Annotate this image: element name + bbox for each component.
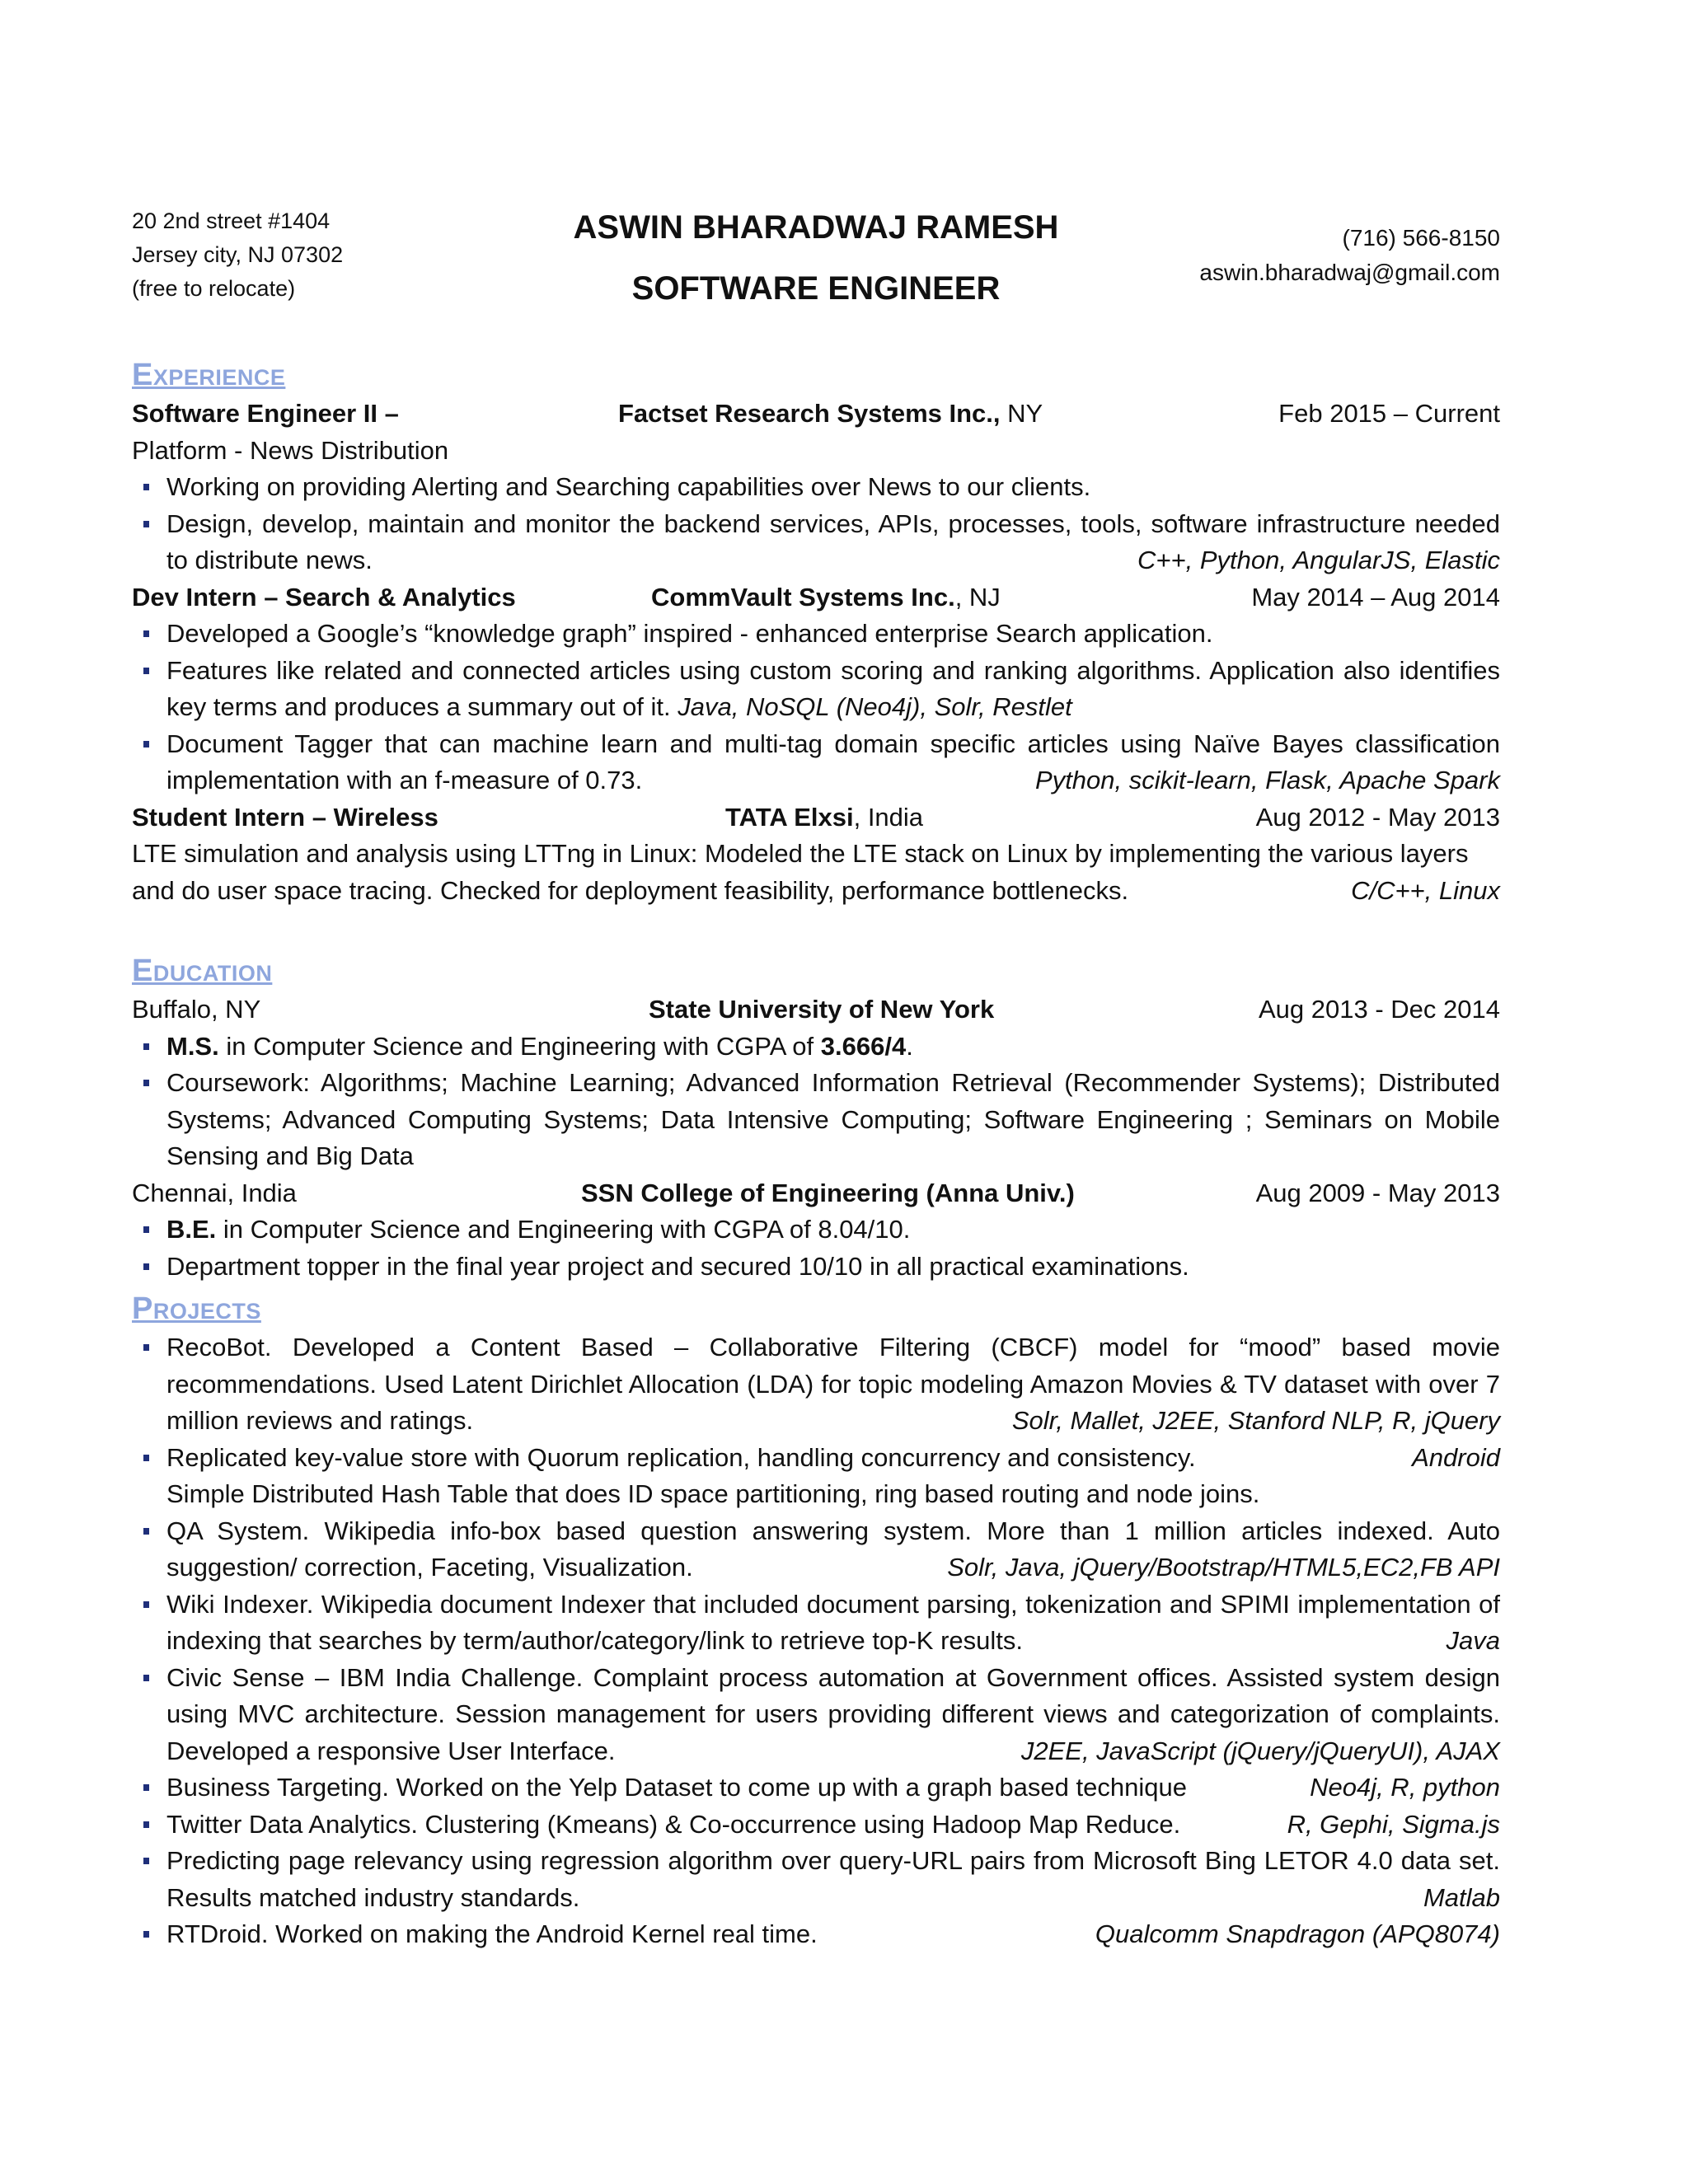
project-text: Civic Sense – IBM India Challenge. Complaint process automation at Government offices. Assisted system design using MVC architecture. Session management for users providing different views and categorization of complaints. Developed a responsive User Interface. xyxy=(166,1662,1500,1765)
school-location: Chennai, India xyxy=(132,1178,297,1207)
resume-page xyxy=(132,198,1500,1953)
job-header xyxy=(132,579,1500,616)
project-text: Business Targeting. Worked on the Yelp Dataset to come up with a graph based technique xyxy=(166,1773,1187,1802)
coursework-bullet xyxy=(132,1065,1500,1175)
project-text-extra: Simple Distributed Hash Table that does ID space partitioning, ring based routing and node joins. xyxy=(166,1479,1260,1508)
project-tech: R, Gephi, Sigma.js xyxy=(1287,1809,1500,1839)
degree-bullet xyxy=(132,1212,1500,1249)
candidate-name: ASWIN BHARADWAJ RAMESH xyxy=(573,209,1059,246)
degree-name: M.S. xyxy=(166,1031,219,1061)
school-header xyxy=(132,1175,1500,1212)
school-name: SSN College of Engineering (Anna Univ.) xyxy=(581,1178,1075,1207)
project-tech: Neo4j, R, python xyxy=(1310,1773,1500,1802)
school-location: Buffalo, NY xyxy=(132,995,261,1024)
address-line-1: 20 2nd street #1404 xyxy=(132,209,331,233)
job-bullet xyxy=(132,653,1500,726)
section-heading-experience: Experience xyxy=(132,358,286,392)
project-item xyxy=(132,1329,1500,1440)
email-address: aswin.bharadwaj@gmail.com xyxy=(1199,260,1500,285)
job-company: CommVault Systems Inc. xyxy=(651,582,955,612)
project-item xyxy=(132,1807,1500,1844)
project-text: Predicting page relevancy using regression algorithm over query-URL pairs from Microsoft Bing LETOR 4.0 data set. Results matched industry standards. xyxy=(166,1846,1500,1912)
contact-block xyxy=(1199,221,1500,290)
job-bullet xyxy=(132,506,1500,579)
project-text: RecoBot. Developed a Content Based – Collaborative Filtering (CBCF) model for “mood” based movie recommendations. Used Latent Dirichlet Allocation (LDA) for topic modeling Amazon Movies & TV dataset with over 7 million reviews and ratings. xyxy=(166,1333,1500,1435)
school-bullets xyxy=(132,1212,1500,1285)
degree-name: B.E. xyxy=(166,1215,217,1244)
school-name: State University of New York xyxy=(649,995,995,1024)
school-dates: Aug 2013 - Dec 2014 xyxy=(1259,995,1500,1024)
degree-gpa-suffix: . xyxy=(906,1031,913,1061)
job-dates: Aug 2012 - May 2013 xyxy=(1255,802,1500,832)
job-description xyxy=(132,836,1500,909)
job-header xyxy=(132,396,1500,433)
project-tech: Qualcomm Snapdragon (APQ8074) xyxy=(1095,1919,1500,1948)
job-dates: May 2014 – Aug 2014 xyxy=(1251,582,1500,612)
job-header xyxy=(132,799,1500,837)
project-tech: Java xyxy=(1446,1626,1500,1655)
project-item xyxy=(132,1586,1500,1660)
section-heading-projects: Projects xyxy=(132,1291,261,1326)
project-list xyxy=(132,1329,1500,1953)
project-item xyxy=(132,1843,1500,1916)
job-role: Student Intern – Wireless xyxy=(132,802,438,832)
project-text: RTDroid. Worked on making the Android Kernel real time. xyxy=(166,1919,818,1948)
job-bullets xyxy=(132,616,1500,799)
school-bullets xyxy=(132,1029,1500,1175)
bullet-tech: Java, NoSQL (Neo4j), Solr, Restlet xyxy=(678,692,1072,721)
section-heading-education: Education xyxy=(132,954,273,988)
project-tech: Solr, Java, jQuery/Bootstrap/HTML5,EC2,FB API xyxy=(947,1553,1500,1582)
job-company: TATA Elxsi xyxy=(725,802,854,832)
job-title: SOFTWARE ENGINEER xyxy=(631,270,1001,307)
bullet-tech: C++, Python, AngularJS, Elastic xyxy=(1137,546,1500,574)
job-location: , India xyxy=(853,802,924,832)
degree-detail: in Computer Science and Engineering with CGPA of 8.04/10. xyxy=(216,1215,911,1244)
project-item xyxy=(132,1660,1500,1770)
degree-detail: in Computer Science and Engineering with CGPA of xyxy=(218,1031,821,1061)
project-text: QA System. Wikipedia info-box based question answering system. More than 1 million articles indexed. Auto suggestion/ correction, Faceting, Visualization. xyxy=(166,1516,1500,1582)
achievement-text: Department topper in the final year project and secured 10/10 in all practical examinations. xyxy=(166,1251,1189,1281)
project-tech: Matlab xyxy=(1423,1882,1500,1912)
project-item xyxy=(132,1769,1500,1807)
bullet-text: Developed a Google’s “knowledge graph” inspired - enhanced enterprise Search application. xyxy=(166,619,1213,648)
degree-gpa: 3.666/4 xyxy=(820,1031,907,1061)
job-bullet xyxy=(132,726,1500,799)
project-tech: Solr, Mallet, J2EE, Stanford NLP, R, jQuery xyxy=(1011,1406,1500,1435)
address-line-3: (free to relocate) xyxy=(132,276,296,301)
job-bullet xyxy=(132,469,1500,506)
bullet-text: Document Tagger that can machine learn and multi-tag domain specific articles using Naïve Bayes classification implementation with an f-measure of 0.73. xyxy=(166,729,1500,794)
job-bullets xyxy=(132,469,1500,579)
job-tech: C/C++, Linux xyxy=(1351,875,1500,905)
job-company: Factset Research Systems Inc., xyxy=(618,399,1001,428)
bullet-text: Working on providing Alerting and Searching capabilities over News to our clients. xyxy=(166,472,1091,501)
project-text: Twitter Data Analytics. Clustering (Kmeans) & Co-occurrence using Hadoop Map Reduce. xyxy=(166,1809,1181,1839)
job-bullet xyxy=(132,616,1500,653)
bullet-text: Features like related and connected articles using custom scoring and ranking algorithms. Application also identifies key terms and produces a summary out of it. xyxy=(166,655,1500,721)
job-role: Software Engineer II – xyxy=(132,399,399,428)
project-text: Replicated key-value store with Quorum replication, handling concurrency and consistency. xyxy=(166,1442,1196,1472)
achievement-bullet xyxy=(132,1249,1500,1286)
project-item xyxy=(132,1916,1500,1953)
school-dates: Aug 2009 - May 2013 xyxy=(1255,1178,1500,1207)
degree-bullet xyxy=(132,1029,1500,1066)
bullet-text: Design, develop, maintain and monitor the backend services, APIs, processes, tools, software infrastructure needed to distribute news. xyxy=(166,509,1500,574)
job-dates: Feb 2015 – Current xyxy=(1278,399,1500,428)
job-role: Dev Intern – Search & Analytics xyxy=(132,582,516,612)
project-text: Wiki Indexer. Wikipedia document Indexer that included document parsing, tokenization and SPIMI implementation of indexing that searches by term/author/category/link to retrieve top-K results. xyxy=(166,1589,1500,1655)
project-item xyxy=(132,1513,1500,1586)
job-location: , NJ xyxy=(954,582,1001,612)
coursework-text: Coursework: Algorithms; Machine Learning; Advanced Information Retrieval (Recommender Systems); Distributed Systems; Advanced Computing Systems; Data Intensive Computing; Software Engineering ; Seminars on Mobile Sensing and Big Data xyxy=(166,1068,1500,1170)
project-tech: J2EE, JavaScript (jQuery/jQueryUI), AJAX xyxy=(1020,1736,1500,1765)
project-tech: Android xyxy=(1412,1442,1500,1472)
school-header xyxy=(132,991,1500,1029)
address-line-2: Jersey city, NJ 07302 xyxy=(132,242,344,267)
project-item xyxy=(132,1440,1500,1513)
job-desc-text: LTE simulation and analysis using LTTng in Linux: Modeled the LTE stack on Linux by implementing the various layers and do user space tracing. Checked for deployment feasibility, performance bottlenecks. xyxy=(132,839,1469,905)
job-location: NY xyxy=(1000,399,1043,428)
resume-header xyxy=(132,198,1500,354)
phone-number: (716) 566-8150 xyxy=(1342,225,1500,251)
bullet-tech: Python, scikit-learn, Flask, Apache Spark xyxy=(1035,766,1500,794)
job-team: Platform - News Distribution xyxy=(132,435,449,465)
